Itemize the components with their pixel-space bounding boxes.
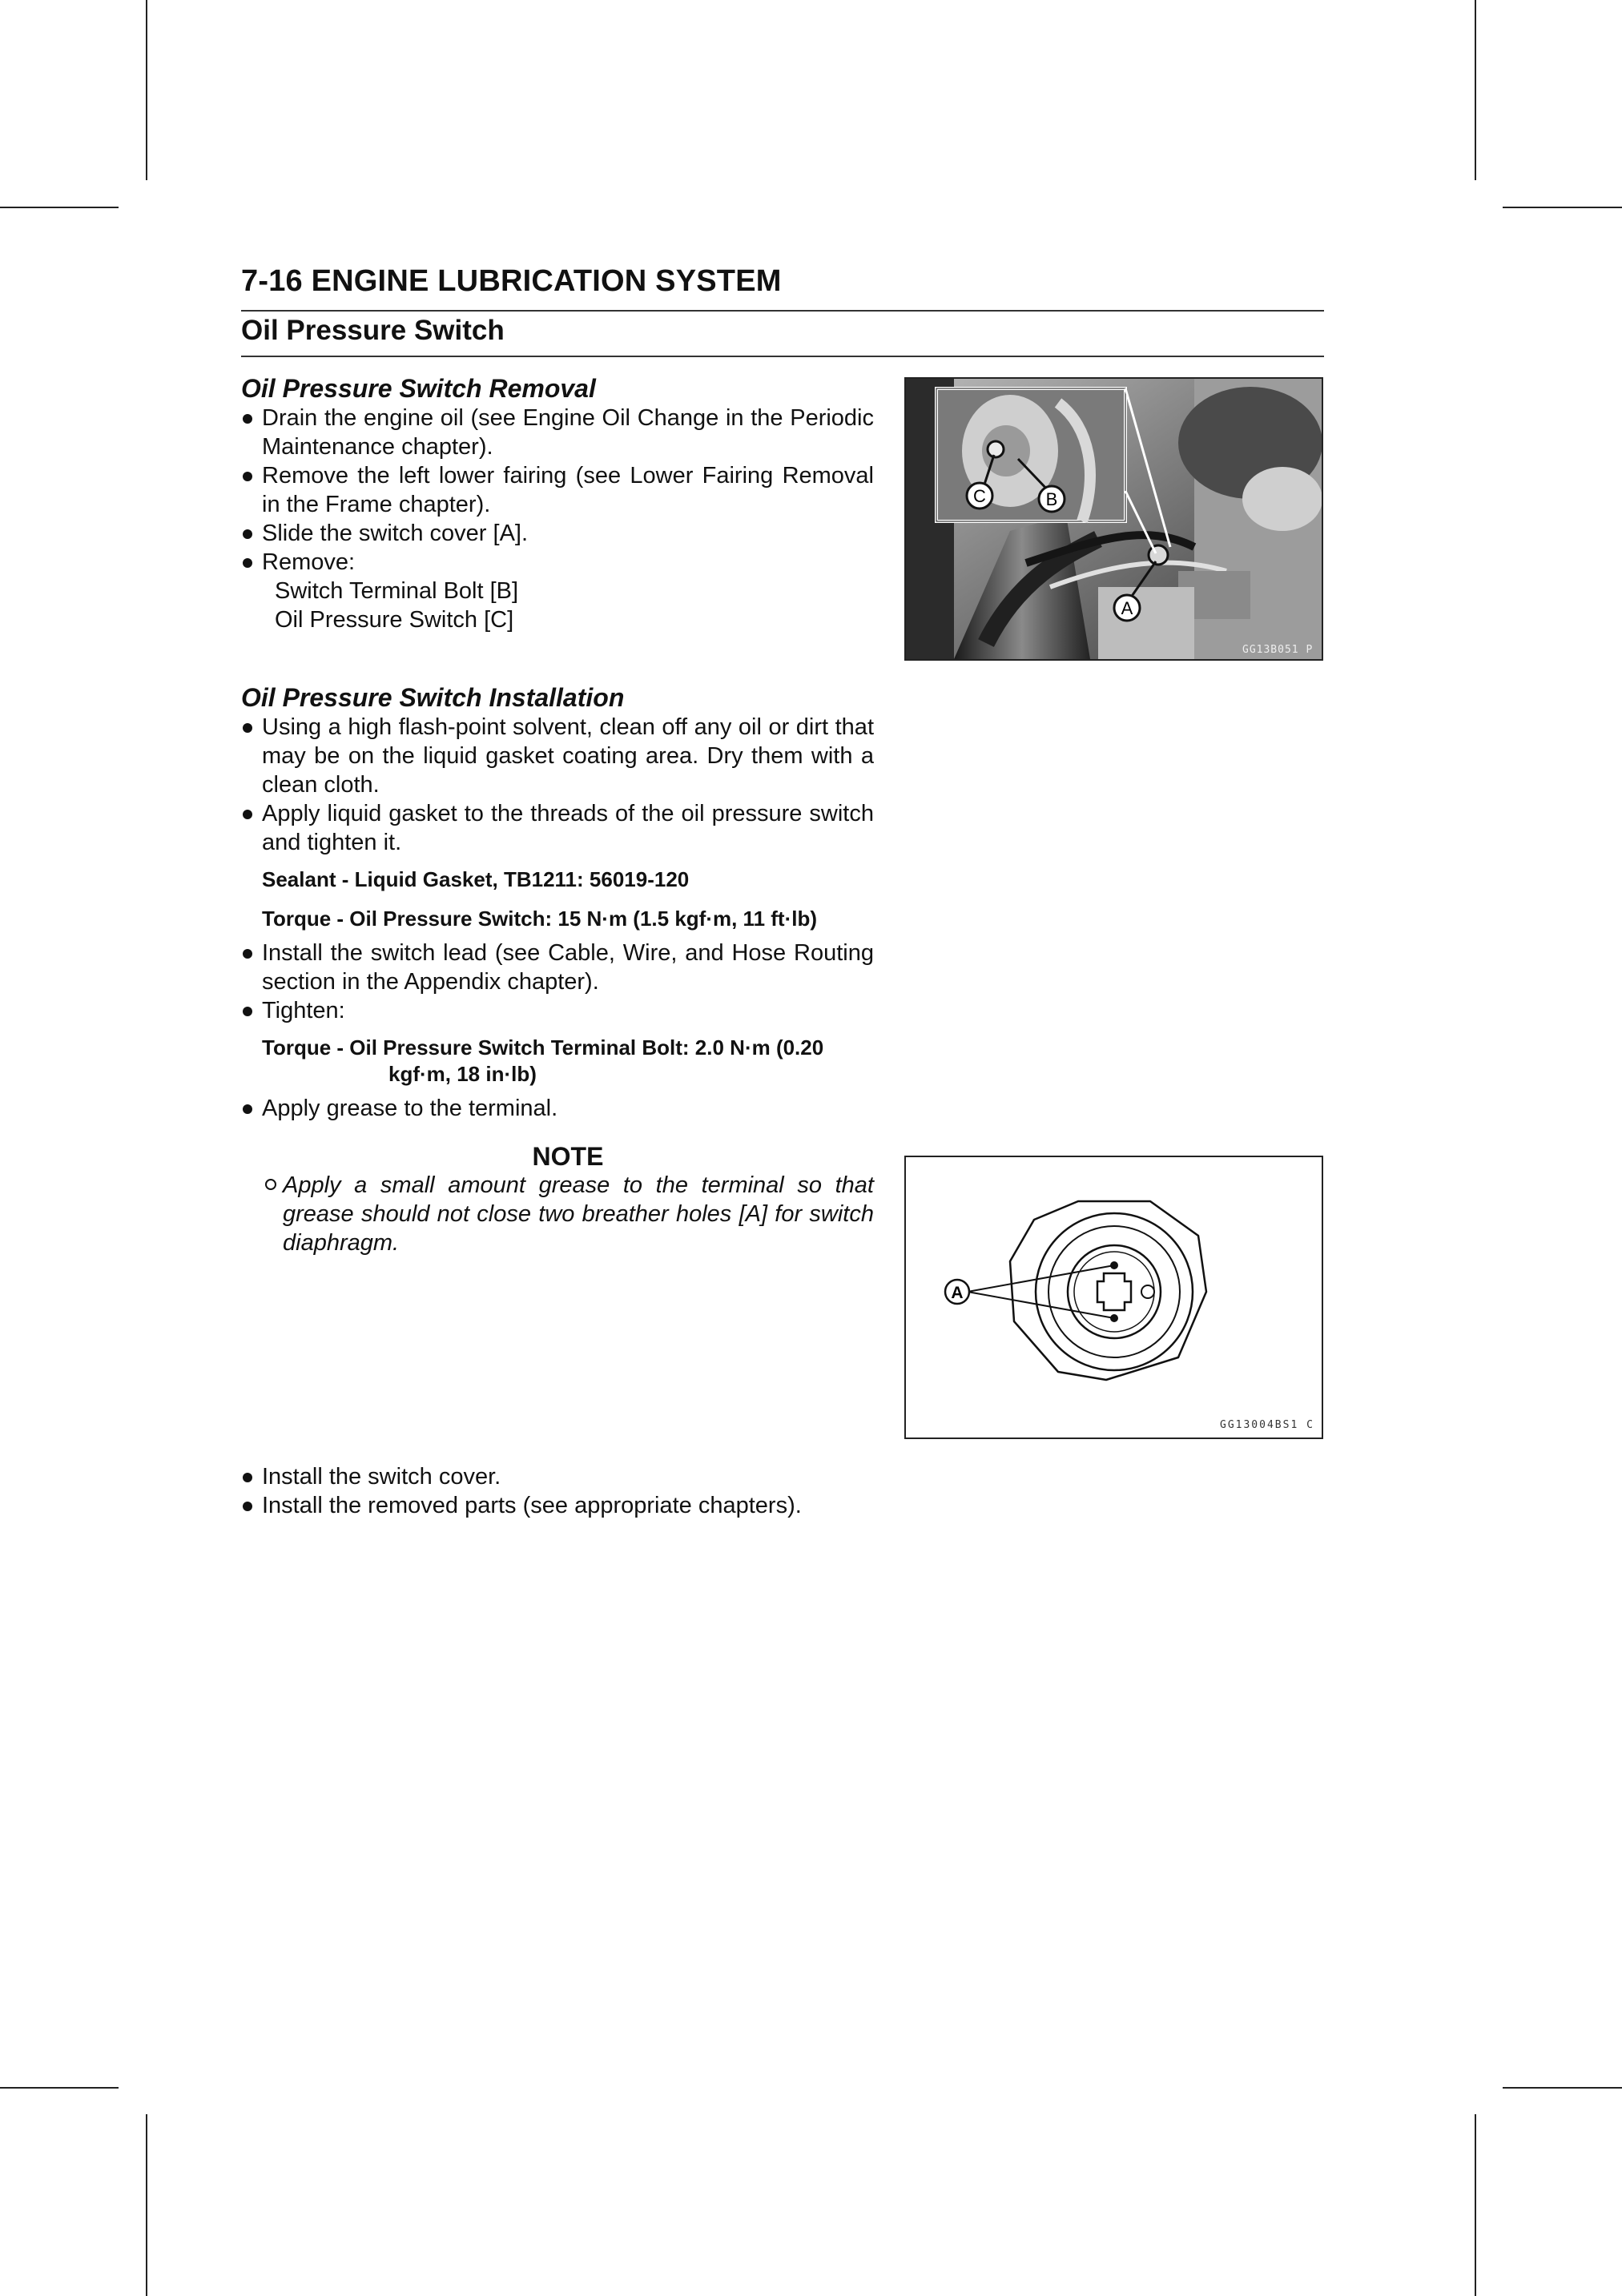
installation-steps [241,713,874,857]
svg-text:A: A [1121,598,1133,618]
note-heading: NOTE [532,1142,604,1171]
label-a-icon [1114,595,1140,621]
crop-mark [146,0,147,180]
torque-spec: Torque - Oil Pressure Switch: 15 N·m (1.5 kgf·m, 11 ft·lb) [262,907,817,931]
note-ring-icon [265,1179,276,1190]
label-a-icon [945,1280,969,1304]
remove-item: Oil Pressure Switch [C] [275,607,514,633]
label-b-icon [1039,486,1065,512]
section-rule [241,356,1324,357]
crop-mark [1475,2114,1476,2296]
switch-diagram [904,1156,1323,1439]
list-item: Using a high flash-point solvent, clean off any oil or dirt that may be on the liquid gasket coating area. Dry them with a clean cloth. [241,713,874,799]
svg-text:A: A [951,1284,964,1302]
svg-text:C: C [973,486,986,506]
section-title: Oil Pressure Switch [241,315,505,346]
figure-code: GG13B051 P [1242,644,1314,656]
crop-mark [1475,0,1476,180]
crop-mark [1503,2087,1622,2089]
engine-photo-illustration [906,379,1322,659]
torque-spec-continued: kgf·m, 18 in·lb) [388,1062,537,1086]
svg-text:B: B [1045,489,1058,509]
bullet-icon [243,472,252,481]
list-item: Tighten: [241,996,874,1025]
remove-item: Switch Terminal Bolt [B] [275,578,519,604]
installation-steps [241,1094,874,1123]
note-text: Apply a small amount grease to the terminal so that grease should not close two breather holes [A] for switch diaphragm. [241,1171,874,1257]
oil-pressure-switch-drawing [906,1157,1322,1438]
figure-code: GG13004BS1 C [1220,1419,1314,1431]
bullet-icon [243,1104,252,1114]
list-item: Remove: [241,548,874,577]
installation-steps [241,1462,874,1520]
removal-photo [904,377,1323,661]
sealant-spec: Sealant - Liquid Gasket, TB1211: 56019-120 [262,867,690,891]
bullet-icon [243,529,252,539]
installation-section [241,682,874,1257]
list-item: Remove the left lower fairing (see Lower Fairing Removal in the Frame chapter). [241,461,874,519]
list-item: Apply liquid gasket to the threads of the oil pressure switch and tighten it. [241,799,874,857]
bullet-icon [243,949,252,959]
crop-mark [0,207,119,208]
removal-steps [241,404,874,577]
header-rule [241,310,1324,312]
final-steps [241,1462,874,1520]
installation-heading: Oil Pressure Switch Installation [241,683,625,712]
bullet-icon [243,558,252,568]
bullet-icon [243,1502,252,1511]
list-item: Slide the switch cover [A]. [241,519,874,548]
installation-steps [241,939,874,1025]
list-item: Install the switch lead (see Cable, Wire, and Hose Routing section in the Appendix chapter). [241,939,874,996]
torque-spec: Torque - Oil Pressure Switch Terminal Bolt: 2.0 N·m (0.20 [262,1035,824,1060]
bullet-icon [243,723,252,733]
crop-mark [0,2087,119,2089]
bullet-icon [243,1473,252,1482]
crop-mark [146,2114,147,2296]
bullet-icon [243,414,252,424]
page-header-title: 7-16 ENGINE LUBRICATION SYSTEM [241,264,782,298]
list-item: Install the removed parts (see appropriate chapters). [241,1491,874,1520]
list-item: Install the switch cover. [241,1462,874,1491]
label-c-icon [967,483,992,509]
bullet-icon [243,810,252,819]
removal-heading: Oil Pressure Switch Removal [241,374,596,403]
removal-section [241,373,874,634]
list-item: Drain the engine oil (see Engine Oil Change in the Periodic Maintenance chapter). [241,404,874,461]
crop-mark [1503,207,1622,208]
list-item: Apply grease to the terminal. [241,1094,874,1123]
bullet-icon [243,1007,252,1016]
